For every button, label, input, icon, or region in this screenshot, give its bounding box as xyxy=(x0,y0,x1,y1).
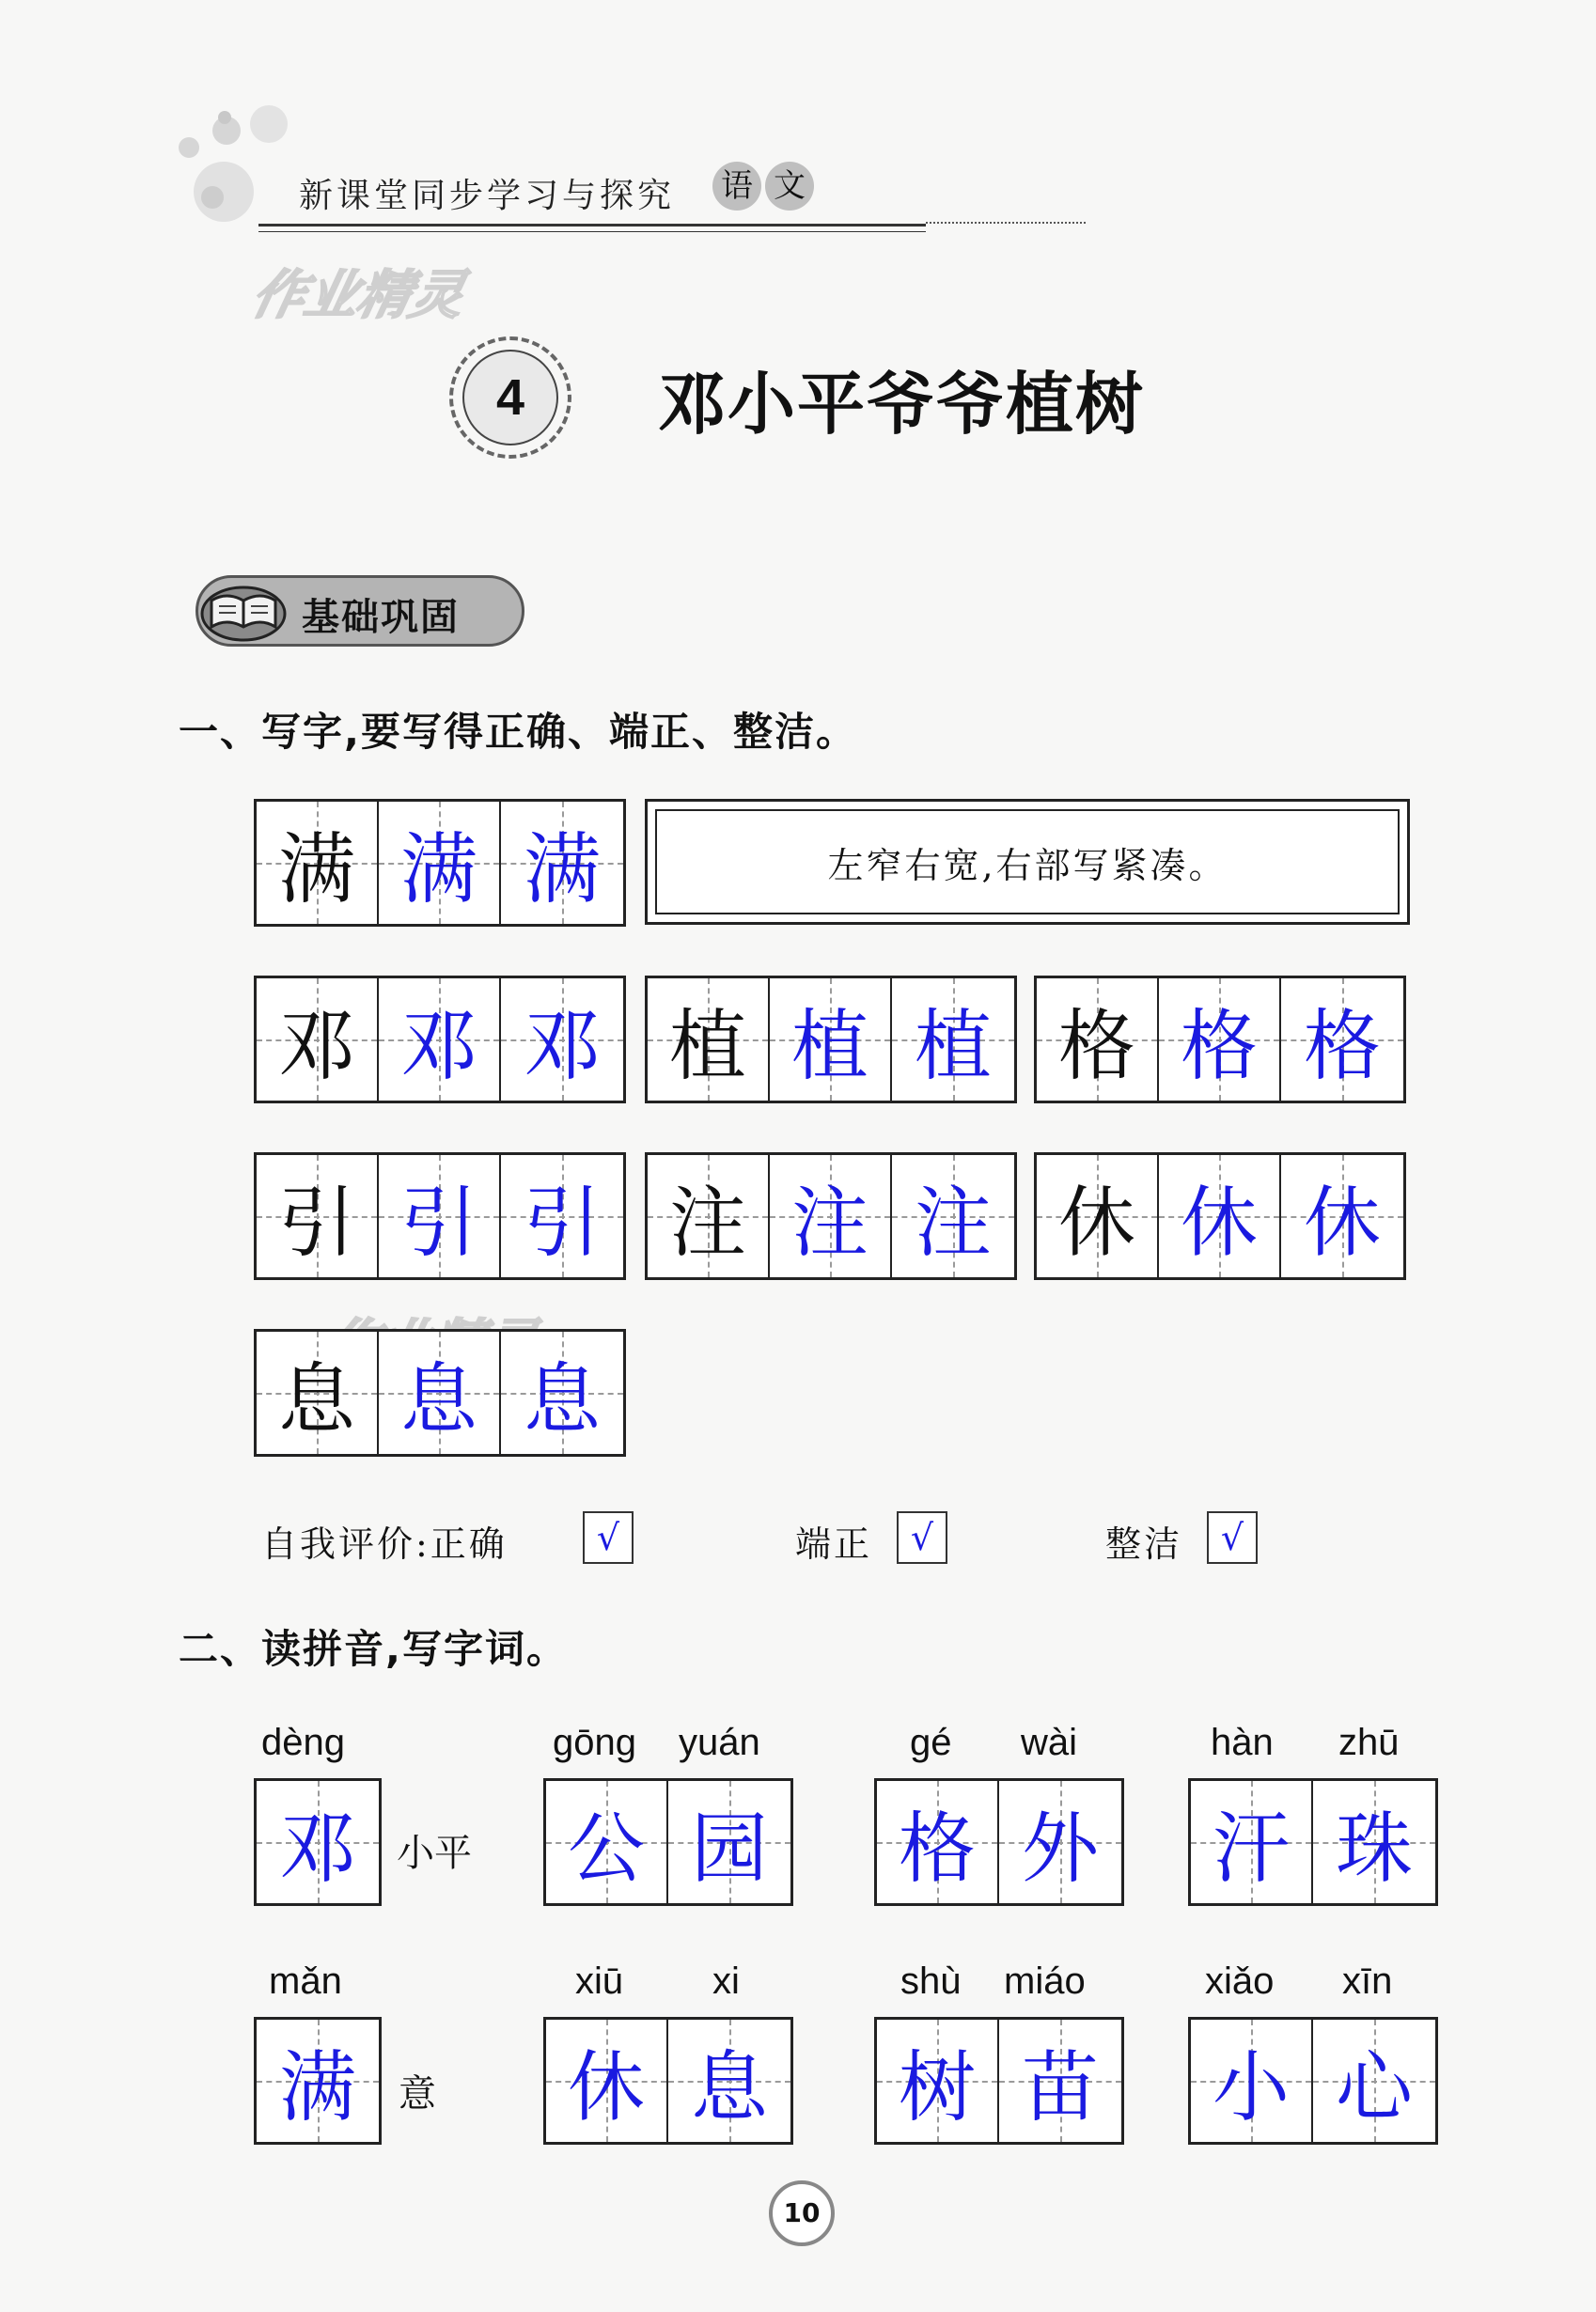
writing-cell[interactable]: 引 xyxy=(379,1155,501,1277)
answer-cell[interactable]: 树 xyxy=(877,2020,999,2142)
word-grid-xiuxi xyxy=(543,2017,793,2145)
writing-cell[interactable]: 植 xyxy=(892,978,1014,1101)
open-book-icon xyxy=(198,582,289,642)
writing-cell[interactable]: 满 xyxy=(379,802,501,924)
answer-cell[interactable]: 外 xyxy=(999,1781,1121,1903)
answer-cell[interactable]: 珠 xyxy=(1313,1781,1435,1903)
pinyin: hàn xyxy=(1211,1722,1274,1763)
subject-char: 语 xyxy=(712,162,761,211)
writing-cell[interactable]: 注 xyxy=(892,1155,1014,1277)
answer-cell[interactable]: 汗 xyxy=(1191,1781,1313,1903)
writing-cell[interactable]: 格 xyxy=(1281,978,1403,1101)
pinyin: shù xyxy=(900,1961,962,2002)
series-title: 新课堂同步学习与探究 xyxy=(299,177,676,215)
pinyin: wài xyxy=(1021,1722,1078,1763)
writing-cell[interactable]: 格 xyxy=(1159,978,1281,1101)
word-grid-shumiao xyxy=(874,2017,1124,2145)
answer-cell[interactable]: 息 xyxy=(668,2020,790,2142)
model-char-cell: 引 xyxy=(257,1155,379,1277)
model-char-cell: 息 xyxy=(257,1332,379,1454)
answer-cell[interactable]: 邓 xyxy=(257,1781,379,1903)
answer-cell[interactable]: 满 xyxy=(257,2020,379,2142)
pinyin: xīn xyxy=(1342,1961,1393,2002)
word-grid-gewai xyxy=(874,1778,1124,1906)
model-char-cell: 植 xyxy=(648,978,770,1101)
page-number: 10 xyxy=(769,2180,835,2246)
writing-tip-box xyxy=(645,799,1410,925)
practice-grid-man xyxy=(254,799,626,927)
subject-char: 文 xyxy=(765,162,814,211)
practice-grid-zhu xyxy=(645,1152,1017,1280)
writing-cell[interactable]: 邓 xyxy=(501,978,623,1101)
pinyin: xiū xyxy=(575,1961,624,2002)
practice-grid-xiu xyxy=(1034,1152,1406,1280)
answer-cell[interactable]: 园 xyxy=(668,1781,790,1903)
answer-cell[interactable]: 休 xyxy=(546,2020,668,2142)
answer-cell[interactable]: 公 xyxy=(546,1781,668,1903)
model-char-cell: 休 xyxy=(1037,1155,1159,1277)
answer-cell[interactable]: 格 xyxy=(877,1781,999,1903)
pinyin: zhū xyxy=(1338,1722,1400,1763)
answer-cell[interactable]: 苗 xyxy=(999,2020,1121,2142)
model-char-cell: 邓 xyxy=(257,978,379,1101)
correct-checkbox[interactable]: √ xyxy=(583,1511,634,1564)
writing-cell[interactable]: 植 xyxy=(770,978,892,1101)
given-text: 意 xyxy=(399,2072,436,2116)
writing-cell[interactable]: 引 xyxy=(501,1155,623,1277)
writing-cell[interactable]: 注 xyxy=(770,1155,892,1277)
word-grid-xiaoxin xyxy=(1188,2017,1438,2145)
pinyin: dèng xyxy=(261,1722,345,1763)
given-text: 小平 xyxy=(397,1832,472,1875)
lesson-number: 4 xyxy=(462,350,558,445)
model-char-cell: 格 xyxy=(1037,978,1159,1101)
question-1-heading: 一、写字,要写得正确、端正、整洁。 xyxy=(179,709,857,755)
practice-grid-yin xyxy=(254,1152,626,1280)
header-rule xyxy=(258,224,926,227)
pinyin: xi xyxy=(712,1961,740,2002)
neat-checkbox[interactable]: √ xyxy=(897,1511,947,1564)
writing-cell[interactable]: 休 xyxy=(1159,1155,1281,1277)
pinyin: miáo xyxy=(1004,1961,1086,2002)
writing-cell[interactable]: 息 xyxy=(379,1332,501,1454)
writing-cell[interactable]: 邓 xyxy=(379,978,501,1101)
model-char-cell: 注 xyxy=(648,1155,770,1277)
section-tag-label: 基础巩固 xyxy=(302,596,460,639)
model-char-cell: 满 xyxy=(257,802,379,924)
word-grid-man xyxy=(254,2017,382,2145)
lesson-title: 邓小平爷爷植树 xyxy=(658,364,1146,444)
subject-badge xyxy=(712,162,814,211)
header-rule xyxy=(258,231,926,232)
watermark-top: 作业精灵 xyxy=(246,265,470,326)
practice-grid-zhi xyxy=(645,976,1017,1103)
word-grid-deng xyxy=(254,1778,382,1906)
pinyin: mǎn xyxy=(269,1961,342,2002)
practice-grid-ge xyxy=(1034,976,1406,1103)
word-grid-hanzhu xyxy=(1188,1778,1438,1906)
practice-grid-xi xyxy=(254,1329,626,1457)
word-grid-gongyuan xyxy=(543,1778,793,1906)
self-evaluation-label: 自我评价:正确 xyxy=(261,1523,508,1565)
writing-cell[interactable]: 满 xyxy=(501,802,623,924)
question-2-heading: 二、读拼音,写字词。 xyxy=(179,1626,568,1672)
pinyin: gé xyxy=(910,1722,952,1763)
lesson-number-badge xyxy=(449,336,571,459)
pinyin: xiǎo xyxy=(1205,1961,1275,2002)
pinyin: gōng xyxy=(553,1722,636,1763)
writing-tip: 左窄右宽,右部写紧凑。 xyxy=(655,809,1400,914)
neat-label: 端正 xyxy=(795,1523,873,1565)
answer-cell[interactable]: 心 xyxy=(1313,2020,1435,2142)
answer-cell[interactable]: 小 xyxy=(1191,2020,1313,2142)
tidy-label: 整洁 xyxy=(1105,1523,1183,1565)
pinyin: yuán xyxy=(679,1722,760,1763)
practice-grid-deng xyxy=(254,976,626,1103)
writing-cell[interactable]: 休 xyxy=(1281,1155,1403,1277)
header-dotted-rule xyxy=(926,222,1086,224)
section-tag xyxy=(196,575,524,647)
writing-cell[interactable]: 息 xyxy=(501,1332,623,1454)
tidy-checkbox[interactable]: √ xyxy=(1207,1511,1258,1564)
